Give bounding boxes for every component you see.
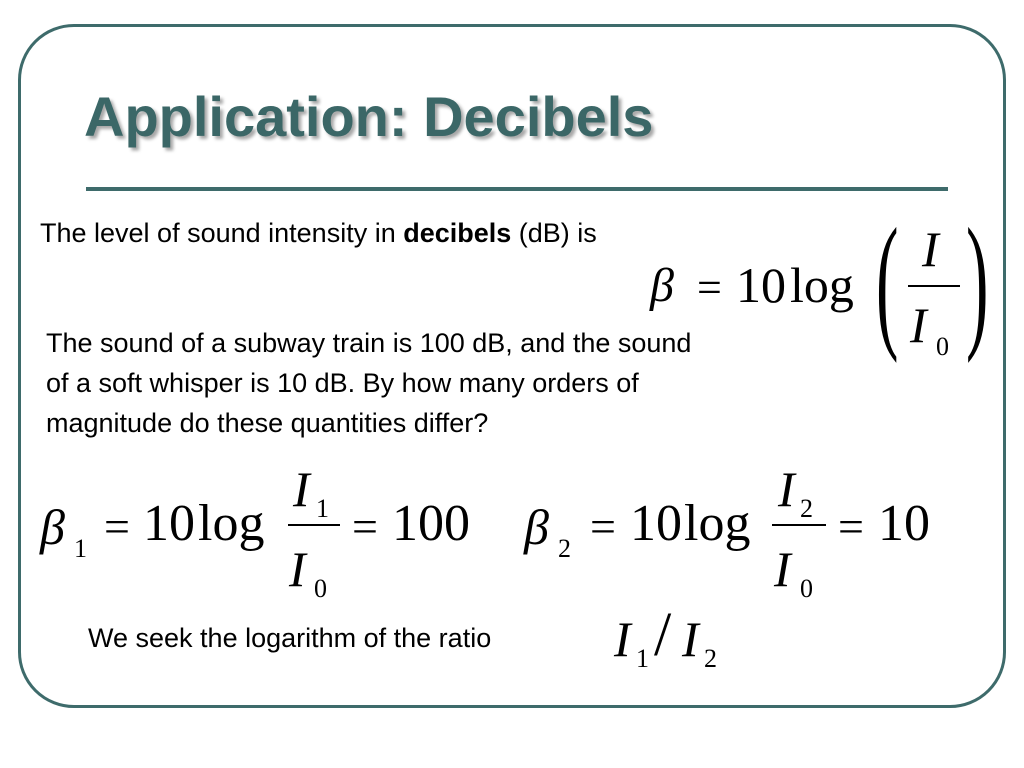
f1-fraction-bar [288, 524, 340, 526]
main-denominator-sub: 0 [936, 332, 949, 361]
question-line: of a soft whisper is 10 dB. By how many orders of [46, 368, 639, 398]
f2-fraction-bar [772, 524, 826, 526]
f2-log: log [684, 495, 751, 552]
f1-log: log [198, 495, 265, 552]
main-equals: = [697, 263, 722, 312]
intro-text [40, 213, 597, 253]
ratio-numerator-sub: 1 [636, 644, 649, 673]
main-coef: 10 [736, 257, 786, 313]
f1-numerator-sub: 1 [316, 494, 329, 523]
ratio-denominator: I [682, 611, 699, 667]
question-line: magnitude do these quantities differ? [46, 408, 489, 438]
f1-equals2: = [352, 501, 378, 552]
f2-equals2: = [838, 501, 864, 552]
title-underline [86, 187, 948, 191]
f2-result: 10 [878, 495, 930, 552]
intro-prefix: The level of sound intensity in [40, 218, 404, 248]
f1-beta: β [40, 499, 65, 555]
question-text [46, 323, 691, 443]
f1-numerator: I [293, 461, 310, 517]
f2-coef: 10 [630, 495, 682, 552]
main-log: log [790, 257, 854, 313]
f2-beta: β [524, 499, 549, 555]
ratio-numerator: I [614, 611, 631, 667]
f1-beta-sub: 1 [74, 534, 87, 563]
slide-title: Application: Decibels [84, 85, 654, 148]
ratio-slash: / [654, 601, 672, 669]
f1-result: 100 [392, 495, 470, 552]
f2-denominator-sub: 0 [800, 574, 813, 603]
question-line: The sound of a subway train is 100 dB, and the sound [46, 328, 692, 358]
main-left-paren: ( [876, 198, 899, 364]
main-beta: β [650, 259, 674, 312]
f2-numerator-sub: 2 [800, 494, 813, 523]
f2-denominator: I [774, 541, 791, 597]
f2-equals: = [590, 501, 616, 552]
intro-suffix: (dB) is [511, 218, 597, 248]
f2-beta-sub: 2 [558, 534, 571, 563]
f1-denominator-sub: 0 [314, 574, 327, 603]
f1-equals: = [104, 501, 130, 552]
ratio-denominator-sub: 2 [704, 644, 717, 673]
main-numerator: I [922, 221, 939, 277]
f2-numerator: I [778, 461, 795, 517]
intro-bold-term: decibels [403, 218, 512, 248]
main-denominator: I [910, 297, 927, 353]
f1-coef: 10 [143, 495, 195, 552]
main-right-paren: ) [966, 198, 989, 364]
main-fraction-bar [908, 285, 960, 287]
f1-denominator: I [289, 541, 306, 597]
conclusion-text: We seek the logarithm of the ratio [88, 623, 492, 653]
